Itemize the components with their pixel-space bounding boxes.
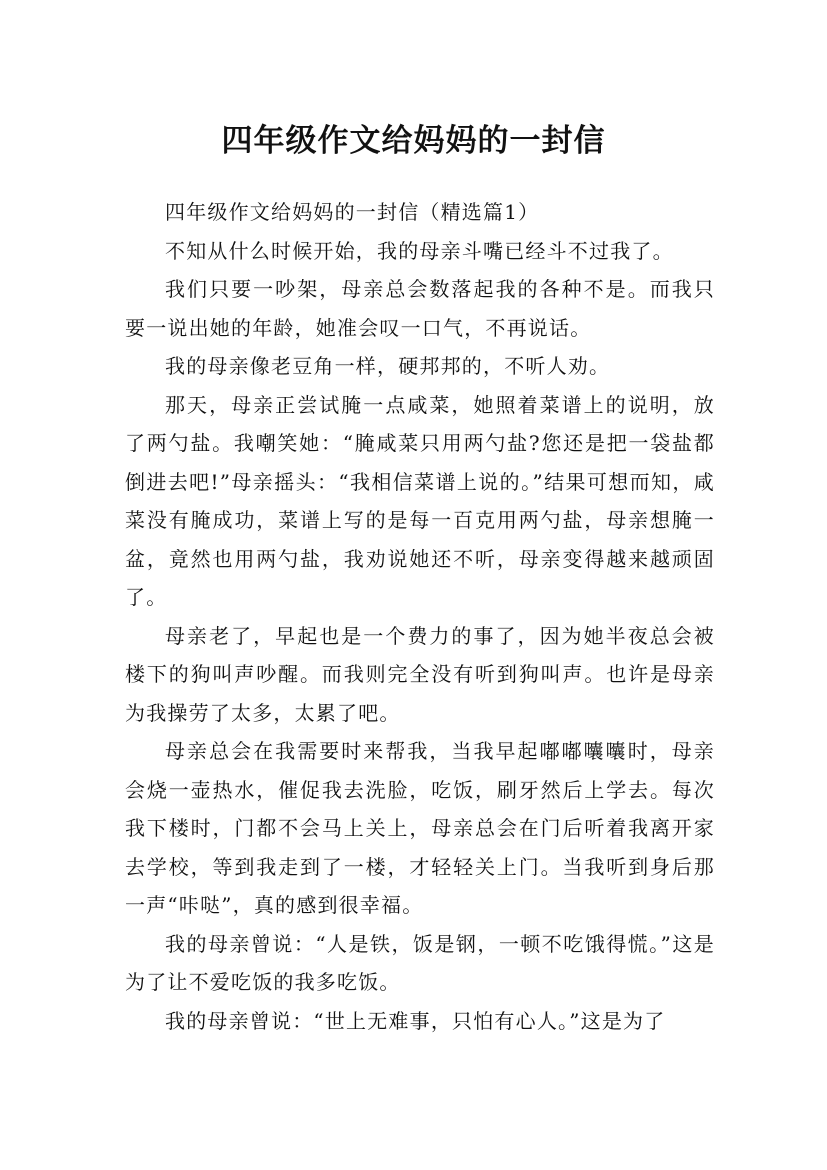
page-title: 四年级作文给妈妈的一封信: [221, 122, 606, 159]
document-body: [125, 193, 715, 1040]
paragraph: 我的母亲像老豆角一样，硬邦邦的，不听人劝。: [165, 354, 611, 378]
paragraph: 母亲总会在我需要时来帮我，当我早起嘟嘟囔囔时，母亲会烧一壶热水，催促我去洗脸，吃饭，刷牙然后上学去。每次我下楼时，门都不会马上关上，母亲总会在门后听着我离开家去学校，等到我走到了一楼，才轻轻关上门。当我听到身后那一声“咔哒”，真的感到很幸福。: [125, 739, 715, 917]
paragraph-subtitle: 四年级作文给妈妈的一封信（精选篇1）: [165, 200, 540, 224]
paragraph: 我的母亲曾说：“世上无难事，只怕有心人。”这是为了: [165, 1008, 666, 1033]
paragraph: 那天，母亲正尝试腌一点咸菜，她照着菜谱上的说明，放了两勺盐。我嘲笑她：“腌咸菜只用两勺盐?您还是把一袋盐都倒进去吧!”母亲摇头：“我相信菜谱上说的。”结果可想而知，咸菜没有腌成功，菜谱上写的是每一百克用两勺盐，母亲想腌一盆，竟然也用两勺盐，我劝说她还不听，母亲变得越来越顽固了。: [125, 392, 715, 609]
paragraph: 我的母亲曾说：“人是铁，饭是钢，一顿不吃饿得慌。”这是为了让不爱吃饭的我多吃饭。: [125, 931, 715, 994]
paragraph: 母亲老了，早起也是一个费力的事了，因为她半夜总会被楼下的狗叫声吵醒。而我则完全没有听到狗叫声。也许是母亲为我操劳了太多，太累了吧。: [125, 623, 715, 725]
paragraph: 我们只要一吵架，母亲总会数落起我的各种不是。而我只要一说出她的年龄，她准会叹一口气，不再说话。: [125, 277, 715, 340]
paragraph: 不知从什么时候开始，我的母亲斗嘴已经斗不过我了。: [165, 238, 674, 263]
